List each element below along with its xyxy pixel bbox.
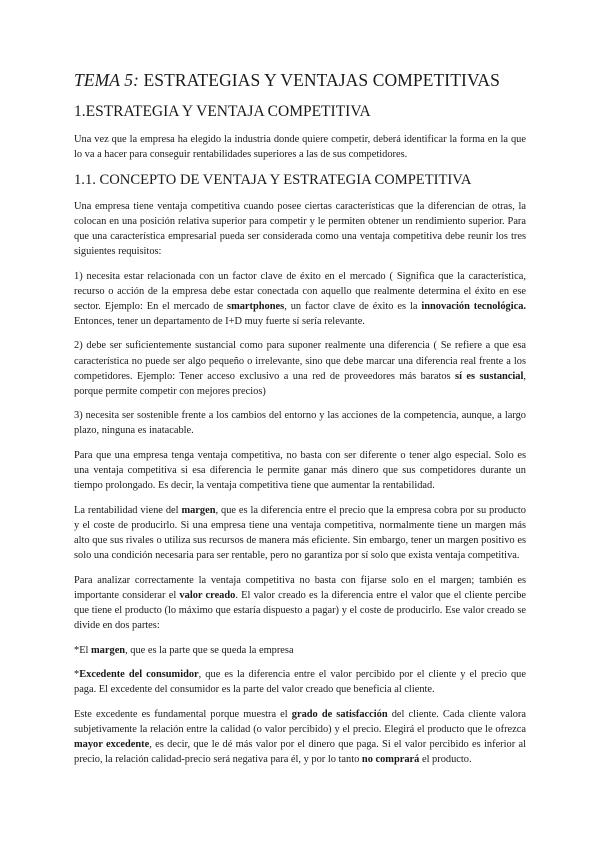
text-run: Entonces, tener un departamento de I+D muy fuerte sí sería relevante. (74, 315, 365, 327)
document-title (74, 70, 526, 91)
text-run: , que es la diferencia entre el valor percibido por el cliente y el precio que paga. El excedente del consumidor es la parte del valor creado que beneficia al cliente. (74, 669, 526, 696)
bold-term: smartphones (227, 300, 285, 312)
paragraph (74, 338, 526, 398)
intro-paragraph: Una vez que la empresa ha elegido la industria donde quiere competir, deberá identificar la forma en la que lo va a hacer para conseguir rentabilidades superiores a las de sus competidores. (74, 134, 526, 161)
body-text (74, 199, 526, 768)
text-run: . El valor creado es la diferencia entre el valor que el cliente percibe que tiene el producto (lo máximo que estaría dispuesto a pagar) y el coste de producirlo. Ese valor creado se divide en dos partes: (74, 589, 527, 631)
paragraph: Para que una empresa tenga ventaja competitiva, no basta con ser diferente o tener algo especial. Solo es una ventaja competitiva si esa diferencia le permite ganar más dinero que sus competidores durante un tiempo prolongado. Es decir, la ventaja competitiva tiene que aumentar la rentabilidad. (74, 450, 526, 492)
bold-term: mayor excedente (74, 739, 150, 750)
paragraph (74, 667, 526, 697)
bold-term: Excedente del consumidor (79, 669, 199, 681)
subsection-heading: 1.1. CONCEPTO DE VENTAJA Y ESTRATEGIA COMPETITIVA (74, 171, 472, 188)
paragraph (74, 643, 526, 658)
text-run: el producto. (419, 754, 472, 766)
paragraph: Una empresa tiene ventaja competitiva cuando posee ciertas características que la diferencian de otras, la colocan en una posición relativa superior para competir y le permiten obtener un rendimiento superior. Para que una característica empresarial pueda ser considerada como una ventaja competitiva debe reunir los tres siguientes requisitos: (74, 200, 526, 257)
text-run: Este excedente es fundamental porque muestra el (74, 708, 292, 720)
title-prefix: TEMA 5: (74, 70, 140, 90)
bold-term: grado de satisfacción (291, 708, 388, 720)
text-run: Para analizar correctamente la ventaja competitiva no basta con fijarse solo en el margen; también es importante considerar el (74, 574, 526, 601)
bold-term: margen (181, 504, 216, 516)
text-run: del cliente. Cada cliente valora subjetivamente la relación entre la calidad (o valor percibido) y el precio. Elegirá el producto que le ofrezca (74, 708, 527, 735)
bold-term: sí es sustancial (455, 370, 524, 382)
bold-term: no comprará (361, 754, 420, 766)
text-run: * (74, 669, 80, 681)
bold-term: margen (91, 644, 126, 656)
section-heading: 1.ESTRATEGIA Y VENTAJA COMPETITIVA (74, 103, 371, 120)
text-run: *El (74, 644, 92, 656)
paragraph: 3) necesita ser sostenible frente a los cambios del entorno y las acciones de la competencia, aunque, a largo plazo, ninguna es inatacable. (74, 410, 526, 437)
text-run: 2) debe ser suficientemente sustancial como para suponer realmente una diferencia ( Se refiere a que esa característica no puede ser algo pequeño o irrelevante, sino que debe marcar una diferencia real frente a los competidores. Ejemplo: Tener acceso exclusivo a una red de proveedores más baratos (74, 340, 526, 382)
bold-term: valor creado (179, 589, 236, 601)
text-run: , es decir, que le dé más valor por el dinero que paga. Si el valor percibido es inferior al precio, la relación calidad-precio será negativa para él, y por lo tanto (74, 739, 527, 766)
paragraph (74, 503, 526, 563)
paragraph (74, 269, 526, 329)
bold-term: innovación tecnológica. (421, 300, 527, 312)
text-run: , un factor clave de éxito es la (284, 300, 422, 312)
text-run: La rentabilidad viene del (74, 504, 182, 516)
text-run: , que es la parte que se queda la empresa (125, 644, 294, 656)
paragraph (74, 573, 526, 633)
paragraph (74, 707, 526, 767)
title-text: ESTRATEGIAS Y VENTAJAS COMPETITIVAS (139, 70, 501, 90)
text-run: 1) necesita estar relacionada con un factor clave de éxito en el mercado ( Significa que la característica, recurso o acción de la empresa debe estar conectada con aquello que realmente determina el éxito en ese sector. Ejemplo: En el mercado de (74, 270, 526, 312)
text-run: , porque permite competir con mejores precios) (74, 370, 526, 397)
text-run: , que es la diferencia entre el precio que la empresa cobra por su producto y el coste de producirlo. Si una empresa tiene una ventaja competitiva, normalmente tiene un margen más alto que sus rivales o utiliza sus recursos de manera más eficiente. Sin embargo, tener un margen positivo es solo una condición necesaria para ser rentable, pero no garantiza por sí solo que exista ventaja competitiva. (74, 504, 526, 562)
